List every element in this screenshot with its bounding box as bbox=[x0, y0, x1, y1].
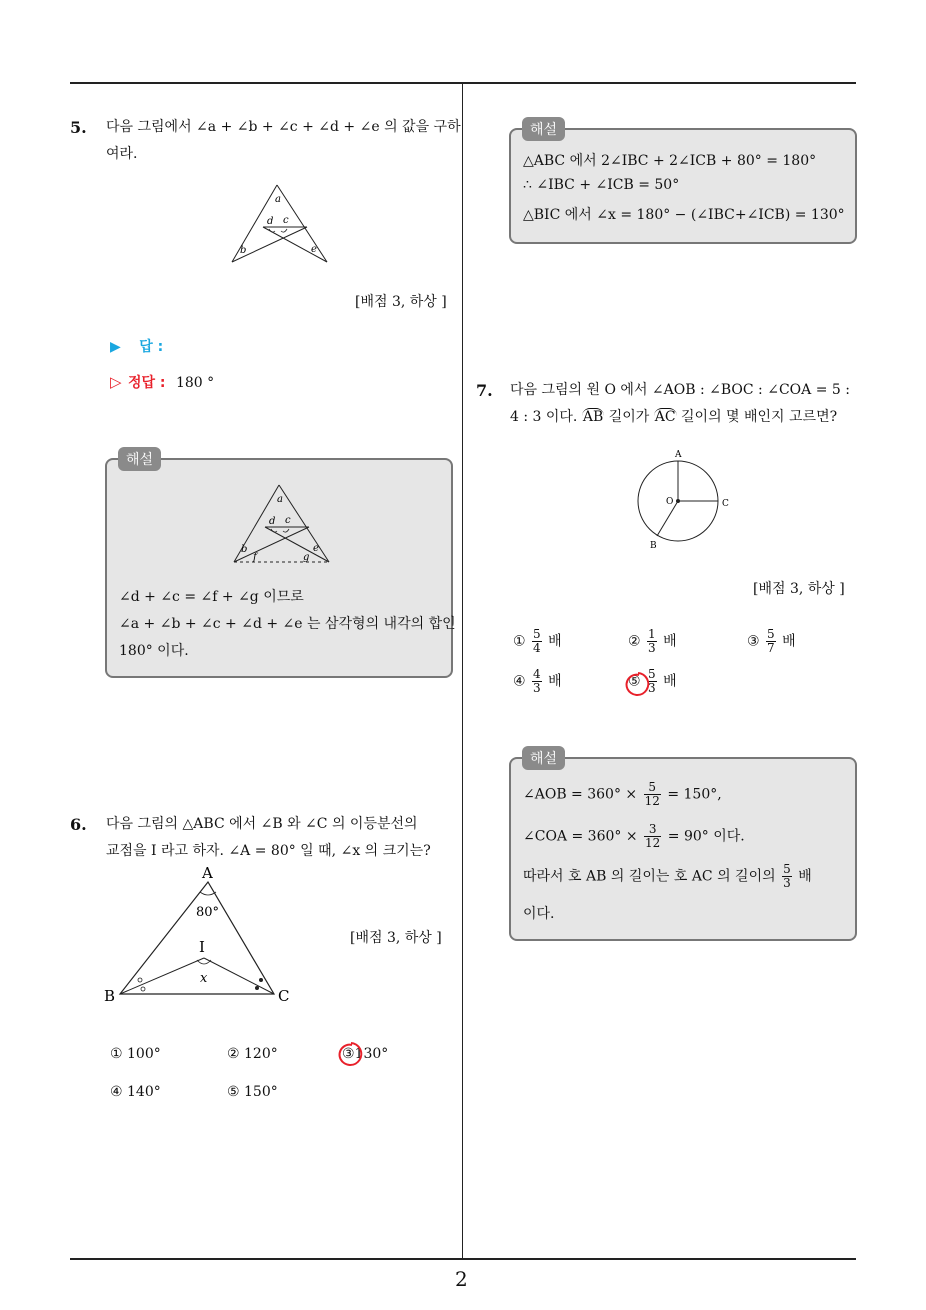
q5-text bbox=[106, 114, 461, 168]
q7-exp-line3-fraction: $\frac{5}{3}$ bbox=[783, 862, 791, 890]
q7-text-line2 bbox=[510, 404, 850, 431]
q7-choice-3-fraction: $\frac{5}{7}$ bbox=[767, 627, 775, 655]
q7-fig-B: B bbox=[650, 541, 657, 551]
q7-choice-2[interactable] bbox=[628, 628, 677, 655]
q5-text-line2: 여라. bbox=[106, 146, 138, 162]
exp-fig-label-f: f bbox=[253, 552, 257, 563]
q5-exp-line1: ∠d + ∠c = ∠f + ∠g 이므로 bbox=[119, 589, 304, 605]
q7-explanation-box bbox=[509, 757, 857, 941]
q7-choice-1-fraction: $\frac{5}{4}$ bbox=[533, 627, 541, 655]
q5-figure bbox=[225, 180, 335, 265]
q5-fig-label-d: d bbox=[267, 216, 274, 227]
q7-fig-A: A bbox=[675, 450, 682, 460]
q5-correct-row bbox=[110, 372, 214, 392]
q7-fig-C: C bbox=[722, 499, 729, 509]
correct-marker-icon: ▷ bbox=[110, 373, 122, 391]
q7-exp-line1-b: = 150°, bbox=[667, 786, 722, 803]
exp-fig-label-b: b bbox=[241, 544, 248, 555]
q7-choice-1-num: ① bbox=[513, 633, 526, 650]
correct-label: 정답 : bbox=[128, 375, 166, 391]
exp-fig-label-d: d bbox=[269, 516, 276, 527]
q7-exp-line1-fraction: $\frac{5}{12}$ bbox=[644, 780, 660, 808]
q6-choice-5[interactable] bbox=[227, 1084, 278, 1100]
correct-value: 180 ° bbox=[175, 375, 215, 391]
q6-fig-x: x bbox=[200, 971, 208, 986]
q5-exp-line2: ∠a + ∠b + ∠c + ∠d + ∠e 는 삼각형의 내각의 합인 bbox=[119, 616, 456, 632]
q6-choice-1-text: 100° bbox=[127, 1046, 161, 1062]
q7-choice-4-unit: 배 bbox=[548, 673, 562, 690]
q7-arc-ac: AC bbox=[654, 409, 676, 425]
q7-fig-O: O bbox=[666, 497, 674, 507]
bottom-rule bbox=[70, 1258, 856, 1260]
exp-fig-label-a: a bbox=[277, 494, 283, 505]
q6-choice-4-num: ④ bbox=[110, 1084, 123, 1100]
q5-fig-label-e: e bbox=[311, 244, 317, 255]
q7-choice-5-unit: 배 bbox=[663, 673, 677, 690]
q7-exp-line4: 이다. bbox=[523, 906, 555, 922]
q7-choice-4[interactable] bbox=[513, 668, 562, 695]
q7-exp-line2-b: = 90° 이다. bbox=[667, 828, 745, 845]
q6-text-line2: 교점을 I 라고 하자. ∠A = 80° 일 때, ∠x 의 크기는? bbox=[106, 843, 431, 859]
q6-choice-2-text: 120° bbox=[244, 1046, 278, 1062]
page-number: 2 bbox=[455, 1267, 468, 1291]
q6-choice-5-text: 150° bbox=[244, 1084, 278, 1100]
q6-exp-line3: △BIC 에서 ∠x = 180° − (∠IBC+∠ICB) = 130° bbox=[523, 207, 845, 223]
q6-choice-3-text: 130° bbox=[354, 1046, 389, 1062]
q7-choice-2-num: ② bbox=[628, 633, 641, 650]
q6-meta: [배점 3, 하상 ] bbox=[350, 930, 442, 946]
q7-exp-line2-fraction: $\frac{3}{12}$ bbox=[645, 822, 661, 850]
q5-fig-label-b: b bbox=[240, 245, 247, 256]
exp-fig-label-e: e bbox=[313, 543, 319, 554]
q7-choice-5-num: ⑤ bbox=[628, 673, 641, 690]
answer-label: 답 : bbox=[139, 339, 164, 355]
q6-number: 6. bbox=[70, 815, 87, 834]
column-divider bbox=[462, 84, 463, 1259]
q6-choice-2[interactable] bbox=[227, 1046, 278, 1062]
q7-choice-3-num: ③ bbox=[747, 633, 760, 650]
q7-exp-line1 bbox=[523, 781, 722, 808]
q5-number: 5. bbox=[70, 118, 87, 137]
q6-fig-A: A bbox=[202, 864, 213, 882]
q6-figure bbox=[100, 862, 300, 1007]
q5-fig-label-c: c bbox=[283, 215, 289, 226]
q6-explanation-tag: 해설 bbox=[522, 117, 565, 141]
q7-number: 7. bbox=[476, 381, 493, 400]
exp-fig-label-c: c bbox=[285, 515, 291, 526]
q6-choice-4-text: 140° bbox=[127, 1084, 161, 1100]
q5-explanation-figure bbox=[227, 480, 337, 565]
q7-choice-1-unit: 배 bbox=[548, 633, 562, 650]
q5-explanation-tag: 해설 bbox=[118, 447, 161, 471]
q5-meta: [배점 3, 하상 ] bbox=[355, 294, 447, 310]
q6-fig-angle-A: 80° bbox=[196, 905, 220, 920]
q6-explanation-box bbox=[509, 128, 857, 244]
q6-choice-1[interactable] bbox=[110, 1046, 161, 1062]
q6-fig-I: I bbox=[199, 938, 205, 956]
q7-explanation-tag: 해설 bbox=[522, 746, 565, 770]
q7-exp-line3-b: 배 bbox=[798, 868, 812, 885]
q5-answer-row bbox=[110, 336, 163, 356]
q6-exp-line2: ∴ ∠IBC + ∠ICB = 50° bbox=[523, 177, 680, 193]
q6-fig-C: C bbox=[278, 987, 290, 1005]
q7-choice-3[interactable] bbox=[747, 628, 796, 655]
q6-answer-circle-mark bbox=[336, 1040, 366, 1070]
q6-choice-2-num: ② bbox=[227, 1046, 240, 1062]
q7-line2-b: 길이가 bbox=[608, 409, 650, 425]
q7-choice-2-unit: 배 bbox=[663, 633, 677, 650]
q6-choice-1-num: ① bbox=[110, 1046, 123, 1062]
exp-fig-label-g: g bbox=[303, 552, 310, 563]
q7-meta: [배점 3, 하상 ] bbox=[753, 581, 845, 597]
q7-choice-3-unit: 배 bbox=[782, 633, 796, 650]
q7-text-line1: 다음 그림의 원 O 에서 ∠AOB : ∠BOC : ∠COA = 5 : bbox=[510, 382, 850, 398]
q6-fig-B: B bbox=[104, 987, 116, 1005]
q5-exp-line3: 180° 이다. bbox=[119, 643, 189, 659]
q5-explanation-box bbox=[105, 458, 456, 678]
q7-arc-ab: AB bbox=[582, 409, 604, 425]
answer-marker-icon: ▶ bbox=[110, 339, 121, 355]
q6-choice-5-num: ⑤ bbox=[227, 1084, 240, 1100]
q7-answer-circle-mark bbox=[623, 670, 653, 700]
q6-exp-line1: △ABC 에서 2∠IBC + 2∠ICB + 80° = 180° bbox=[523, 153, 817, 169]
q6-text-line1: 다음 그림의 △ABC 에서 ∠B 와 ∠C 의 이등분선의 bbox=[106, 816, 418, 832]
q5-text-line1: 다음 그림에서 ∠a + ∠b + ∠c + ∠d + ∠e 의 값을 구하 bbox=[106, 119, 461, 135]
q7-choice-5-fraction: $\frac{5}{3}$ bbox=[648, 667, 656, 695]
q6-choice-3-num: ③ bbox=[342, 1046, 355, 1062]
q7-circle-figure bbox=[630, 448, 740, 553]
q7-line2-c: 길이의 몇 배인지 고르면? bbox=[681, 409, 838, 425]
q7-text bbox=[510, 377, 850, 431]
q7-choice-2-fraction: $\frac{1}{3}$ bbox=[648, 627, 656, 655]
q7-exp-line2 bbox=[523, 823, 745, 850]
q7-exp-line2-a: ∠COA = 360° × bbox=[523, 828, 638, 845]
q5-fig-label-a: a bbox=[275, 194, 281, 205]
q7-exp-line3 bbox=[523, 863, 812, 890]
top-rule bbox=[70, 82, 856, 84]
q7-exp-line3-a: 따라서 호 AB 의 길이는 호 AC 의 길이의 bbox=[523, 868, 776, 885]
q6-text bbox=[106, 811, 431, 865]
q7-line2-a: 4 : 3 이다. bbox=[510, 409, 578, 425]
q7-choice-4-fraction: $\frac{4}{3}$ bbox=[533, 667, 541, 695]
q7-exp-line1-a: ∠AOB = 360° × bbox=[523, 786, 638, 803]
q6-choice-4[interactable] bbox=[110, 1084, 161, 1100]
q7-choice-4-num: ④ bbox=[513, 673, 526, 690]
q7-choice-1[interactable] bbox=[513, 628, 562, 655]
